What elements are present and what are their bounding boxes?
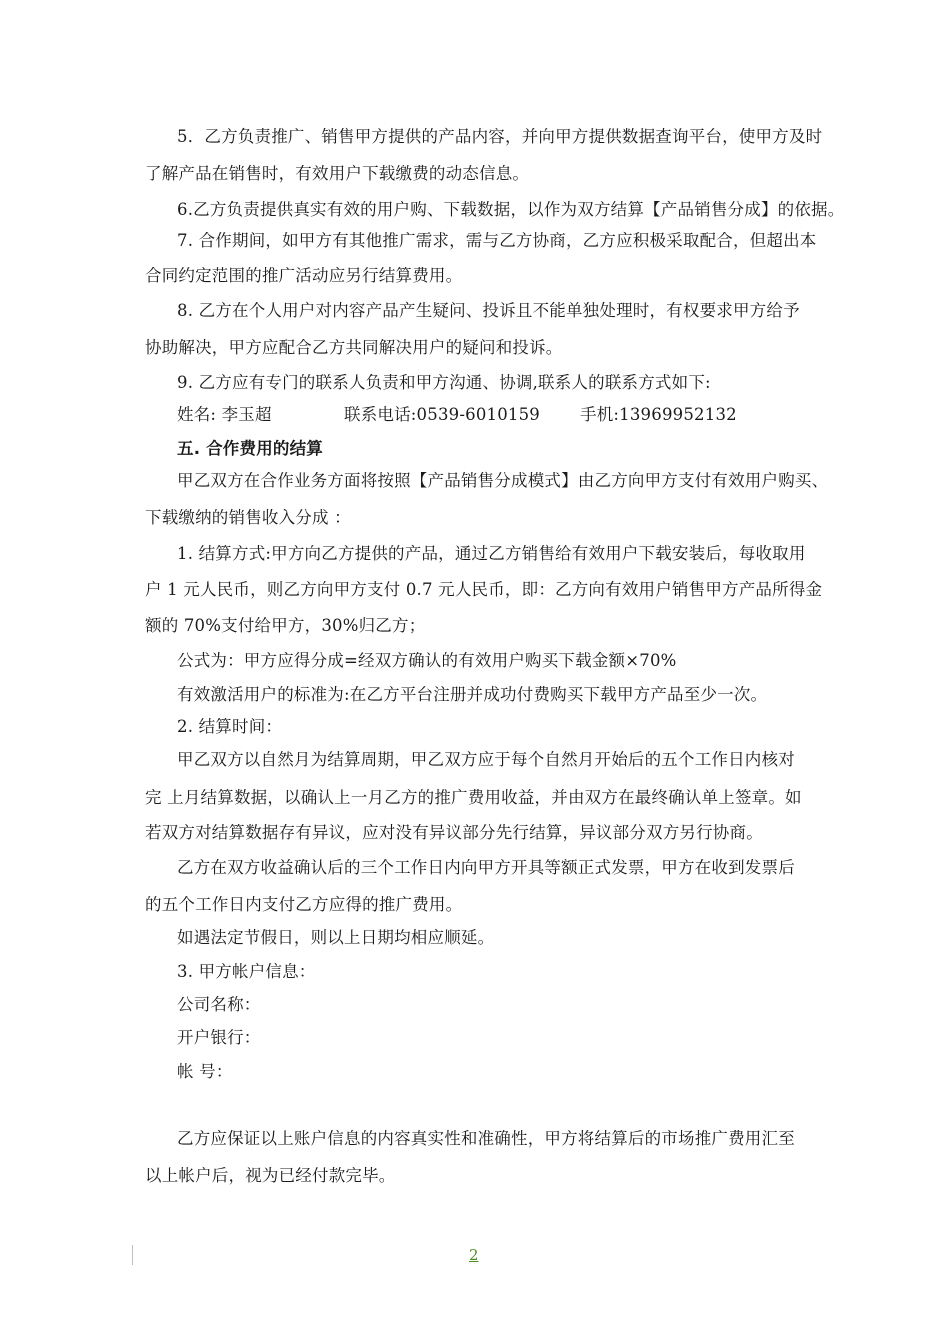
clause-5-line-1: 5．乙方负责推广、销售甲方提供的产品内容，并向甲方提供数据查询平台，使甲方及时 xyxy=(177,127,823,146)
clause-7-line-2: 合同约定范围的推广活动应另行结算费用。 xyxy=(145,266,463,285)
account-number-label: 帐 号： xyxy=(177,1062,233,1081)
settlement-time-line-2: 完 上月结算数据，以确认上一月乙方的推广费用收益，并由双方在最终确认单上签章。如 xyxy=(145,788,802,807)
clause-6: 6.乙方负责提供真实有效的用户购、下载数据，以作为双方结算【产品销售分成】的依据。 xyxy=(177,200,845,219)
formula-line: 公式为：甲方应得分成=经双方确认的有效用户购买下载金额×70% xyxy=(177,651,677,670)
footer-divider xyxy=(132,1245,133,1265)
clause-7-line-1: 7. 合作期间，如甲方有其他推广需求，需与乙方协商，乙方应积极采取配合，但超出本 xyxy=(177,231,817,250)
bank-label: 开户银行： xyxy=(177,1028,261,1047)
settlement-intro-line-1: 甲乙双方在合作业务方面将按照【产品销售分成模式】由乙方向甲方支付有效用户购买、 xyxy=(177,471,829,490)
contact-phone: 联系电话:0539-6010159 xyxy=(344,405,541,424)
contact-mobile: 手机:13969952132 xyxy=(580,405,737,424)
settlement-time-line-3: 若双方对结算数据存有异议，应对没有异议部分先行结算，异议部分双方另行协商。 xyxy=(145,823,763,842)
account-info-heading: 3. 甲方帐户信息： xyxy=(177,962,316,981)
guarantee-line-1: 乙方应保证以上账户信息的内容真实性和准确性，甲方将结算后的市场推广费用汇至 xyxy=(177,1129,795,1148)
holiday-note: 如遇法定节假日，则以上日期均相应顺延。 xyxy=(177,928,495,947)
valid-user-standard: 有效激活用户的标准为:在乙方平台注册并成功付费购买下载甲方产品至少一次。 xyxy=(177,685,768,704)
invoice-line-1: 乙方在双方收益确认后的三个工作日内向甲方开具等额正式发票，甲方在收到发票后 xyxy=(177,858,795,877)
page-number: 2 xyxy=(469,1246,479,1264)
settlement-time-line-1: 甲乙双方以自然月为结算周期，甲乙双方应于每个自然月开始后的五个工作日内核对 xyxy=(177,750,795,769)
contact-name: 姓名: 李玉超 xyxy=(177,405,272,424)
company-name-label: 公司名称： xyxy=(177,995,261,1014)
section-5-heading: 五. 合作费用的结算 xyxy=(177,439,324,458)
settlement-intro-line-2: 下载缴纳的销售收入分成 ： xyxy=(145,508,351,527)
settlement-method-line-1: 1. 结算方式:甲方向乙方提供的产品，通过乙方销售给有效用户下载安装后，每收取用 xyxy=(177,544,806,563)
guarantee-line-2: 以上帐户后，视为已经付款完毕。 xyxy=(145,1166,396,1185)
invoice-line-2: 的五个工作日内支付乙方应得的推广费用。 xyxy=(145,895,463,914)
clause-5-line-2: 了解产品在销售时，有效用户下载缴费的动态信息。 xyxy=(145,164,530,183)
clause-8-line-1: 8. 乙方在个人用户对内容产品产生疑问、投诉且不能单独处理时，有权要求甲方给予 xyxy=(177,301,800,320)
clause-9: 9. 乙方应有专门的联系人负责和甲方沟通、协调,联系人的联系方式如下: xyxy=(177,373,711,392)
settlement-time-heading: 2. 结算时间： xyxy=(177,717,283,736)
settlement-method-line-2: 户 1 元人民币，则乙方向甲方支付 0.7 元人民币，即：乙方向有效用户销售甲方产品所得金 xyxy=(145,580,823,599)
settlement-method-line-3: 额的 70%支付给甲方，30%归乙方； xyxy=(145,616,426,635)
clause-8-line-2: 协助解决，甲方应配合乙方共同解决用户的疑问和投诉。 xyxy=(145,338,563,357)
